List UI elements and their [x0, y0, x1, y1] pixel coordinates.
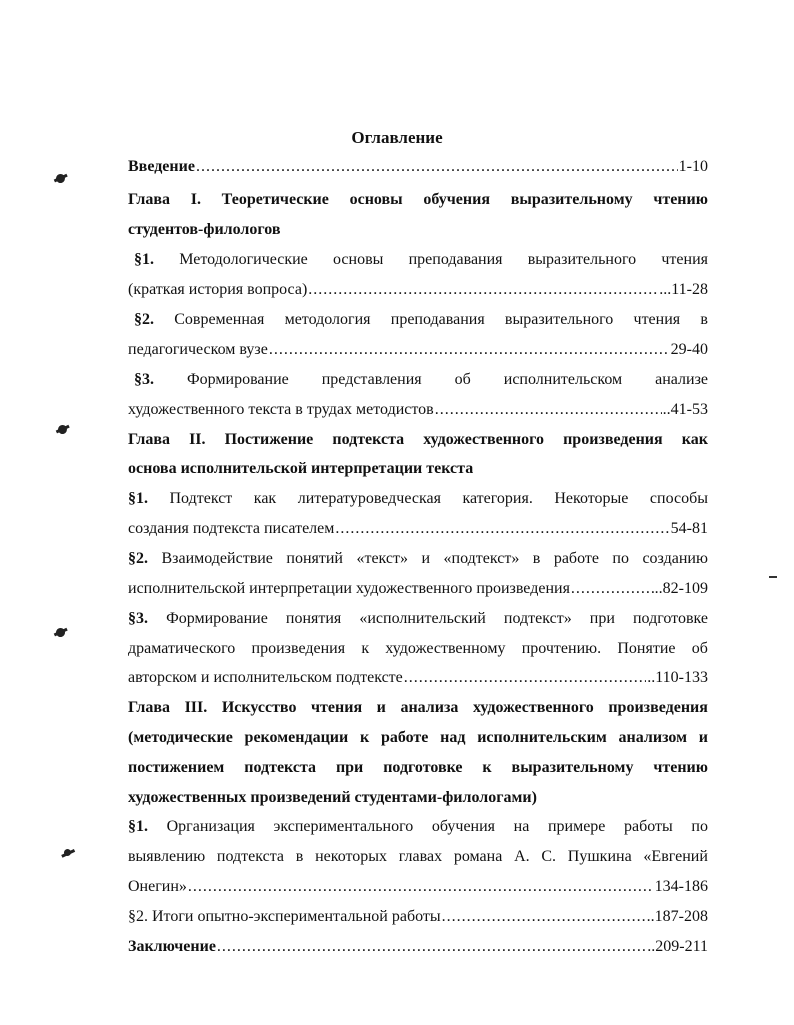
section-1-2-line-2	[128, 340, 708, 360]
section-2-1-line-2	[128, 519, 708, 539]
dot-leader	[442, 907, 646, 927]
word: понятия	[285, 610, 342, 627]
word: и	[698, 729, 708, 746]
word: подтекста	[332, 431, 405, 448]
word: рекомендации	[244, 729, 349, 746]
word: основы	[349, 191, 403, 208]
section-number: §2.	[134, 311, 154, 328]
dot-leader	[308, 280, 658, 300]
word: литературоведческая	[297, 490, 441, 507]
chapter-3-heading-line-3	[128, 758, 708, 778]
word: прочтению.	[521, 640, 602, 657]
word: исполнительском	[503, 371, 623, 388]
section-1-3-line-2	[128, 400, 708, 420]
word: к	[359, 729, 370, 746]
chapter-3-heading-line-1	[128, 698, 708, 718]
word: способы	[649, 490, 708, 507]
dot-leader	[188, 877, 654, 897]
toc-entry-pages: ..41-53	[662, 401, 708, 418]
word: исполнительским	[477, 729, 607, 746]
word: «подтекст»	[443, 550, 520, 567]
toc-entry-intro	[128, 157, 708, 177]
word: категория.	[462, 490, 533, 507]
word: понятий	[286, 550, 343, 567]
chapter-1-heading-line-1	[128, 190, 708, 210]
word: созданию	[642, 550, 708, 567]
toc-entry-pages: 29-40	[670, 341, 708, 358]
toc-entry-conclusion	[128, 937, 708, 957]
word: выразительного	[527, 251, 637, 268]
word: преподавания	[390, 311, 485, 328]
dot-leader	[196, 157, 678, 177]
word: Понятие	[617, 640, 676, 657]
word: при	[589, 610, 615, 627]
dot-leader	[217, 937, 646, 957]
section-number: §2.	[128, 550, 148, 567]
word: основы	[333, 251, 384, 268]
scan-mark-icon	[63, 848, 72, 857]
word: III.	[184, 699, 208, 716]
word: Формирование	[186, 371, 289, 388]
word: анализом	[618, 729, 687, 746]
word: подготовке	[383, 759, 463, 776]
word: примере	[547, 818, 606, 835]
section-number: §1.	[128, 818, 148, 835]
word: над	[440, 729, 466, 746]
word: выявлению	[128, 848, 206, 865]
section-2-3-line-2	[128, 639, 708, 659]
toc-entry-label: педагогическом вузе	[128, 341, 268, 358]
section-3-1-line-3	[128, 877, 708, 897]
word: обучения	[431, 818, 496, 835]
word: художественному	[385, 640, 506, 657]
word: подготовке	[632, 610, 708, 627]
word: Подтекст	[169, 490, 233, 507]
toc-entry-pages: ..209-211	[647, 938, 708, 955]
toc-entry-label: Онегин»	[128, 878, 187, 895]
word: А.	[514, 848, 530, 865]
section-2-2-line-1	[128, 549, 708, 569]
section-2-2-line-2	[128, 579, 708, 599]
word: подтекст»	[503, 610, 572, 627]
chapter-2-heading-line-1	[128, 430, 708, 450]
section-2-3-line-1	[128, 609, 708, 629]
section-3-1-line-1	[128, 817, 708, 837]
word: как	[253, 490, 277, 507]
word: работе	[380, 729, 429, 746]
toc-entry-pages: 134-186	[654, 878, 708, 895]
word: Современная	[174, 311, 265, 328]
word: романа	[453, 848, 503, 865]
word: драматического	[128, 640, 236, 657]
word: работы	[624, 818, 673, 835]
word: выразительного	[504, 311, 614, 328]
toc-entry-label: §2. Итоги опытно-экспериментальной работы	[128, 908, 441, 925]
scan-mark-icon	[55, 627, 67, 639]
word: преподавания	[408, 251, 503, 268]
toc-entry-section-3-2	[128, 907, 708, 927]
word: чтения	[633, 311, 681, 328]
word: «исполнительский	[359, 610, 486, 627]
word: постижением	[128, 759, 225, 776]
dot-leader	[404, 668, 646, 688]
toc-entry-label: (краткая история вопроса)	[128, 281, 308, 298]
word: «Евгений	[643, 848, 708, 865]
word: некоторых	[315, 848, 388, 865]
word: Формирование	[166, 610, 268, 627]
word: главах	[398, 848, 443, 865]
word: художественного	[472, 699, 594, 716]
toc-entry-pages: ..187-208	[646, 908, 708, 925]
toc-entry-pages: ..110-133	[647, 669, 708, 686]
word: чтению	[653, 191, 708, 208]
toc-entry-label: Введение	[128, 158, 195, 175]
word: Методологические	[179, 251, 308, 268]
word: Некоторые	[554, 490, 629, 507]
word: произведения	[251, 640, 346, 657]
toc-entry-label: художественного текста в трудах методистов	[128, 401, 434, 418]
dot-leader	[269, 340, 670, 360]
section-number: §1.	[128, 490, 148, 507]
chapter-1-heading-line-2: студентов-филологов	[128, 221, 281, 238]
word: чтения	[661, 251, 708, 268]
toc-entry-label: авторском и исполнительском подтексте	[128, 669, 403, 686]
word: чтения	[311, 699, 363, 716]
word: в	[700, 311, 708, 328]
section-number: §1.	[134, 251, 154, 268]
word: Пушкина	[567, 848, 632, 865]
word: по	[691, 818, 708, 835]
dot-leader	[435, 400, 662, 420]
section-1-1-line-1	[134, 250, 708, 270]
word: как	[681, 431, 708, 448]
word: к	[361, 640, 370, 657]
word: экспериментального	[273, 818, 414, 835]
word: об	[691, 640, 708, 657]
word: Глава	[128, 431, 170, 448]
scan-dash-icon	[769, 576, 777, 578]
word: Взаимодействие	[161, 550, 273, 567]
word: представления	[321, 371, 422, 388]
section-1-2-line-1	[134, 310, 708, 330]
section-2-1-line-1	[128, 489, 708, 509]
section-1-1-line-2	[128, 280, 708, 300]
chapter-3-heading-line-4: художественных произведений студентами-филологами)	[128, 789, 537, 806]
word: «текст»	[356, 550, 409, 567]
scan-mark-icon	[55, 173, 67, 185]
word: Постижение	[224, 431, 314, 448]
word: Глава	[128, 699, 170, 716]
dot-leader	[335, 519, 669, 539]
scan-mark-icon	[57, 424, 69, 436]
word: об	[454, 371, 471, 388]
toc-entry-pages: ..82-109	[654, 580, 708, 597]
chapter-3-heading-line-2	[128, 728, 708, 748]
toc-entry-label: исполнительской интерпретации художественного произведения	[128, 580, 570, 597]
word: произведения	[563, 431, 663, 448]
word: (методические	[128, 729, 233, 746]
chapter-2-heading-line-2: основа исполнительской интерпретации текста	[128, 460, 474, 477]
word: С.	[541, 848, 557, 865]
word: к	[482, 759, 492, 776]
word: анализе	[655, 371, 708, 388]
section-2-3-line-3	[128, 668, 708, 688]
section-number: §3.	[134, 371, 154, 388]
word: обучения	[423, 191, 490, 208]
word: при	[335, 759, 364, 776]
page-title: Оглавление	[351, 128, 443, 147]
word: выразительному	[511, 759, 634, 776]
word: II.	[189, 431, 206, 448]
word: и	[376, 699, 386, 716]
word: по	[612, 550, 629, 567]
toc-entry-pages: 54-81	[670, 520, 708, 537]
word: чтению	[653, 759, 708, 776]
word: и	[421, 550, 431, 567]
toc-entry-label: Заключение	[128, 938, 216, 955]
word: методология	[284, 311, 371, 328]
word: анализа	[400, 699, 459, 716]
word: выразительному	[510, 191, 633, 208]
word: на	[513, 818, 530, 835]
word: в	[532, 550, 541, 567]
word: Глава	[128, 191, 170, 208]
word: подтекста	[216, 848, 285, 865]
dot-leader	[571, 579, 654, 599]
section-number: §3.	[128, 610, 148, 627]
word: Организация	[166, 818, 255, 835]
word: I.	[190, 191, 201, 208]
toc-entry-pages: 1-10	[678, 158, 708, 175]
word: Искусство	[221, 699, 297, 716]
word: художественного	[423, 431, 544, 448]
toc-entry-pages: ...11-28	[659, 281, 708, 298]
word: произведения	[608, 699, 708, 716]
section-1-3-line-1	[134, 370, 708, 390]
word: в	[295, 848, 304, 865]
word: Теоретические	[221, 191, 329, 208]
word: подтекста	[244, 759, 317, 776]
toc-entry-label: создания подтекста писателем	[128, 520, 335, 537]
word: работе	[553, 550, 599, 567]
section-3-1-line-2	[128, 847, 708, 867]
